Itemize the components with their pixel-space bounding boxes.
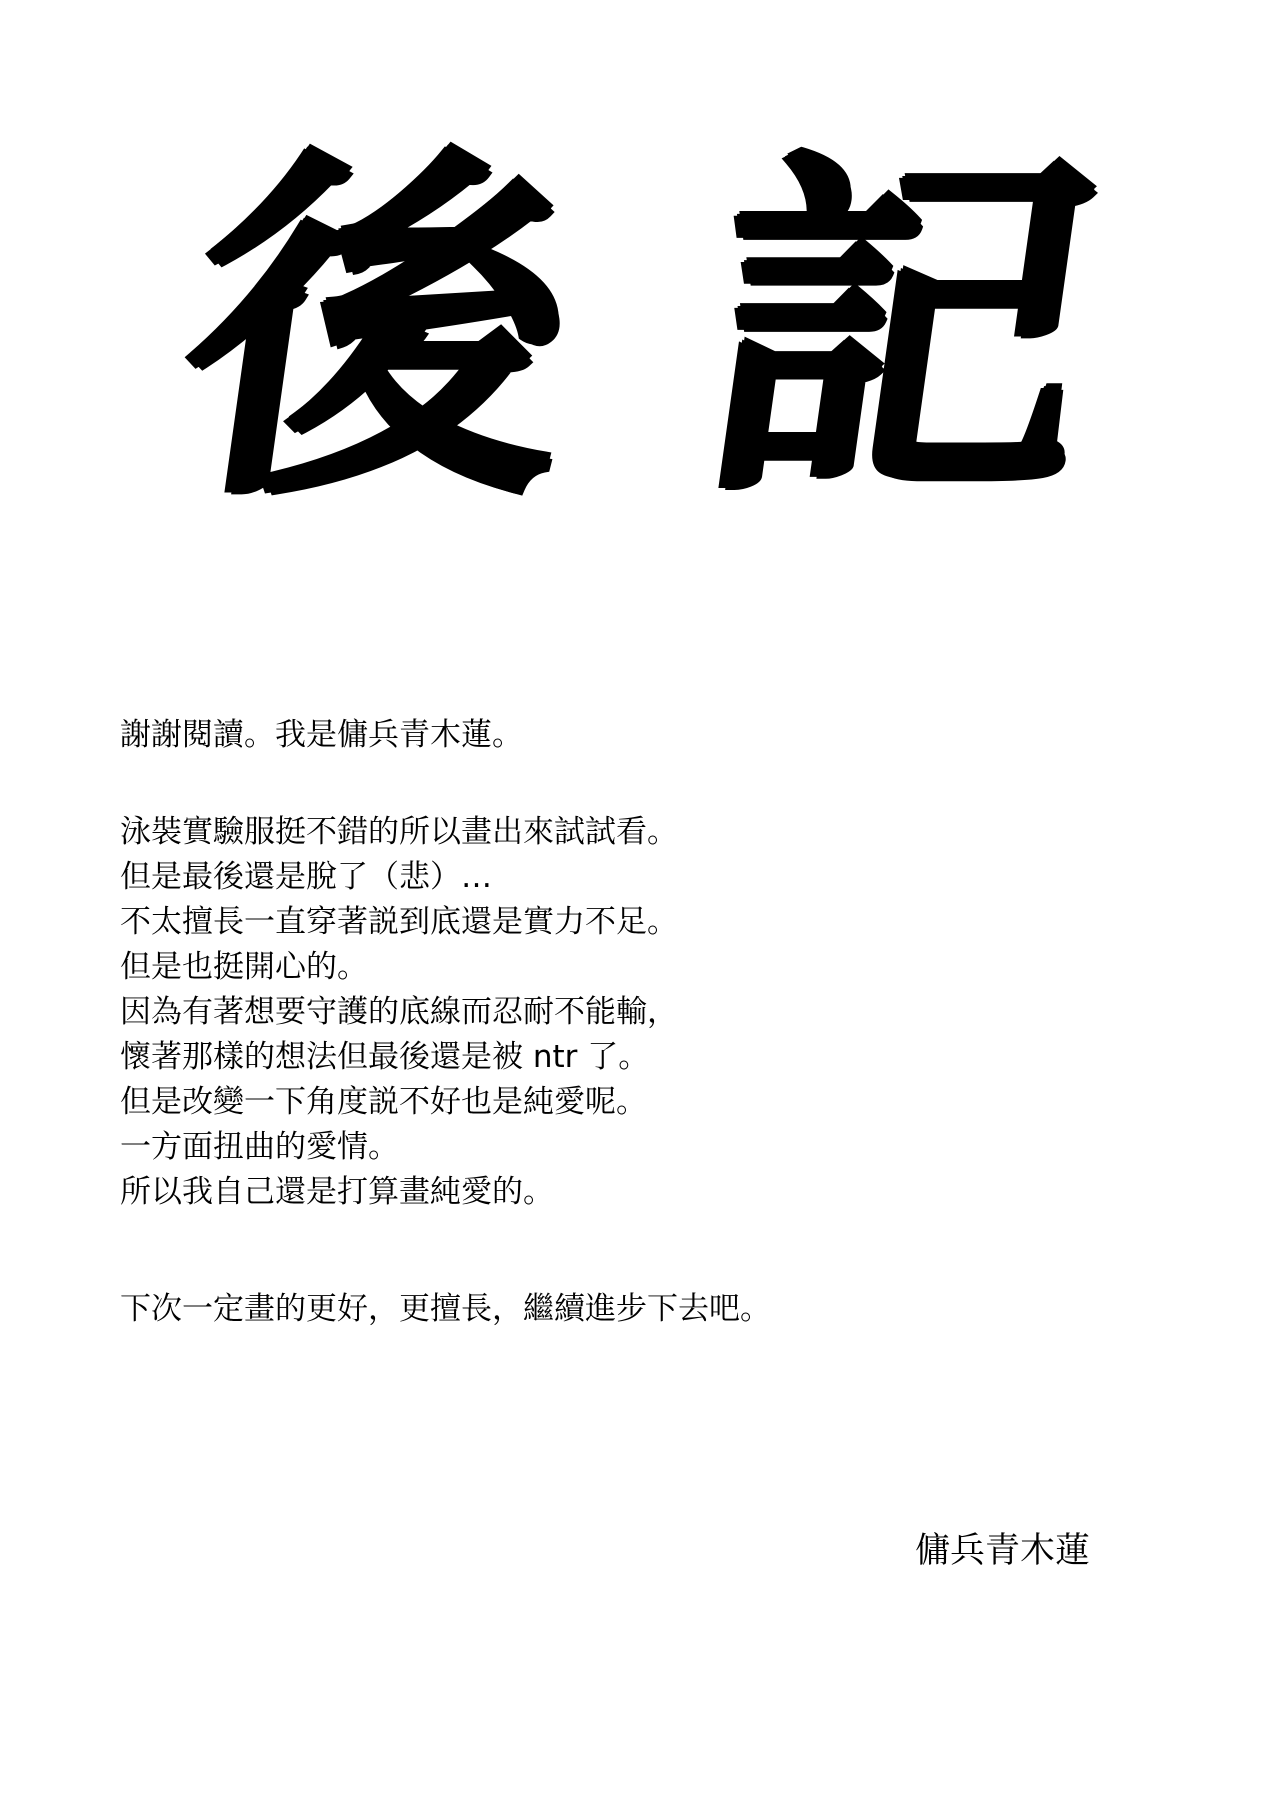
- afterword-body: [120, 810, 678, 1215]
- body-line: 泳裝實驗服挺不錯的所以畫出來試試看。: [120, 814, 678, 850]
- body-line: 所以我自己還是打算畫純愛的。: [120, 1174, 554, 1210]
- title-character-1: 後: [160, 117, 600, 542]
- body-line: 但是也挺開心的。: [120, 949, 368, 985]
- body-line: 但是改變一下角度説不好也是純愛呢。: [120, 1084, 647, 1120]
- page-title: [160, 110, 1120, 550]
- author-signature: 傭兵青木蓮: [914, 1531, 1090, 1571]
- body-line: 因為有著想要守護的底線而忍耐不能輸，: [120, 994, 678, 1030]
- body-line: 一方面扭曲的愛情。: [120, 1129, 399, 1165]
- body-line: 懷著那樣的想法但最後還是被 ntr 了。: [120, 1039, 650, 1075]
- closing-line: 下次一定畫的更好，更擅長，繼續進步下去吧。: [120, 1291, 771, 1327]
- title-character-2: 記: [680, 117, 1120, 542]
- body-line: 但是最後還是脫了（悲）…: [120, 859, 492, 895]
- greeting-line: 謝謝閱讀。我是傭兵青木蓮。: [120, 717, 523, 753]
- body-line: 不太擅長一直穿著説到底還是實力不足。: [120, 904, 678, 940]
